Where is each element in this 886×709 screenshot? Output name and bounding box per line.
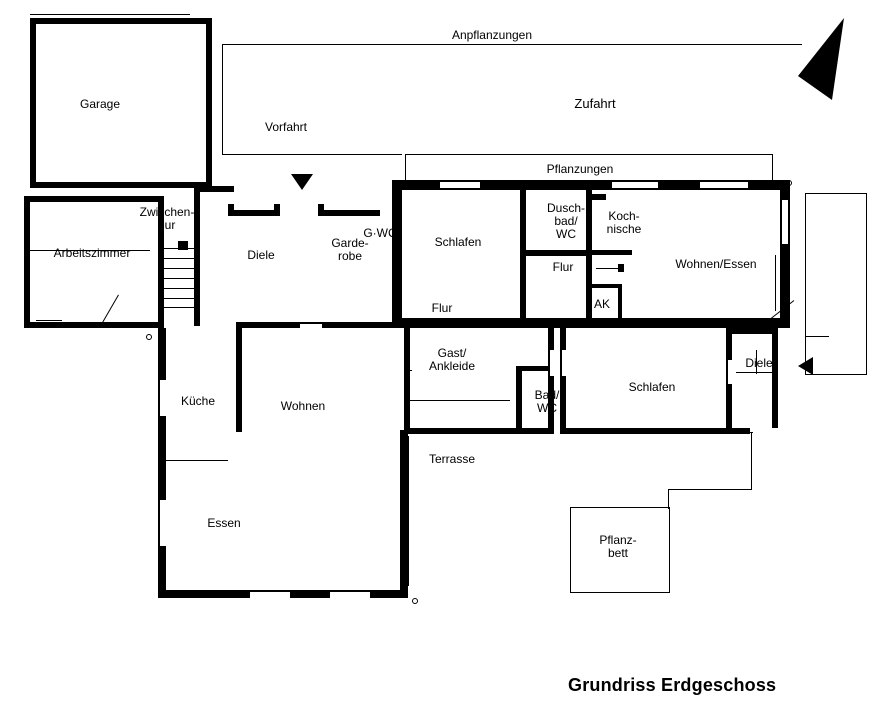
door-opening-schlafen2 [562, 350, 566, 376]
room-label-ak: AK [593, 297, 610, 311]
terrace-edge-top [668, 489, 752, 490]
window-right-1 [782, 200, 788, 244]
room-label-essen: Essen [207, 516, 241, 530]
site-label-anpflanzungen: Anpflanzungen [451, 28, 533, 42]
wall-schlafen2-bottom [560, 428, 750, 434]
wall-bad-top [516, 366, 554, 371]
site-boundary-vorfahrt-bottom [222, 154, 402, 155]
stair-direction-arrow-icon [178, 241, 188, 250]
room-label-diele-2: Diele [745, 356, 773, 370]
door-sill-arbeitszimmer [36, 320, 62, 321]
terrace-edge-right [751, 432, 752, 490]
kitchen-counter-line [166, 460, 228, 461]
wall-gast-right [548, 322, 554, 432]
wall-main-left [158, 328, 166, 598]
wall-diele-top-left [194, 186, 234, 192]
room-label-diele: Diele [247, 248, 275, 262]
wall-jamb-c [318, 204, 324, 216]
site-boundary-vorfahrt-left [222, 44, 223, 154]
door-opening-kueche [160, 380, 166, 416]
room-label-wohnen: Wohnen [280, 399, 326, 413]
wall-schlafen2-left [560, 322, 566, 434]
wall-terrasse-left [400, 430, 408, 598]
wall-left-wing-top [24, 196, 160, 202]
wall-diele-top-a [228, 210, 280, 216]
wall-diele-top-b [318, 210, 380, 216]
door-mark-flur [596, 268, 620, 269]
north-arrow-icon [790, 14, 850, 104]
room-label-arbeitszimmer: Arbeitszimmer [53, 246, 131, 260]
site-boundary-anpflanzungen [222, 44, 802, 45]
terrace-edge-left [668, 489, 669, 509]
room-label-terrasse: Terrasse [428, 452, 475, 466]
wall-gast-bottom [404, 428, 554, 434]
room-label-wohnen-essen: Wohnen/Essen [675, 257, 757, 271]
site-label-zufahrt: Zufahrt [574, 96, 616, 111]
window-top-1 [440, 182, 480, 188]
room-label-garage: Garage [79, 97, 121, 111]
gast-fixture-line [410, 400, 510, 401]
wall-left-wing-bottom [24, 322, 164, 328]
wall-diele2-top [726, 328, 778, 334]
wall-jamb-b [274, 204, 280, 216]
wall-node-marker-1 [146, 334, 152, 340]
wall-foot-line [172, 594, 226, 595]
wall-ak-top [586, 284, 622, 288]
site-boundary-top-left [30, 14, 190, 15]
wall-hatch-left [28, 200, 30, 324]
window-top-3 [700, 182, 748, 188]
wall-garage-right [206, 18, 212, 188]
room-label-schlafen-2: Schlafen [628, 380, 676, 394]
wall-node-marker-3 [786, 180, 792, 186]
room-label-flur-1: Flur [552, 260, 574, 274]
sliding-door-wohnen-essen [775, 255, 776, 311]
wall-diele2-right [772, 328, 778, 428]
room-label-duschbad-wc: Dusch- bad/ WC [546, 201, 585, 241]
wall-bad-left [516, 366, 522, 434]
wall-garage-bottom [30, 182, 212, 188]
wall-jamb-a [228, 204, 234, 216]
wall-corridor-bottom [324, 322, 554, 328]
window-left-essen [160, 500, 166, 546]
wall-ak-right [618, 284, 622, 328]
site-boundary-right-entry [805, 193, 867, 375]
wall-flur-left [520, 256, 526, 328]
wall-garage-left [30, 18, 36, 188]
door-arrow-flur-icon [618, 264, 624, 272]
wall-upper-block-left [392, 180, 402, 328]
wall-schlafen-right [520, 190, 526, 256]
wall-node-marker-2 [412, 598, 418, 604]
window-bottom-2 [330, 592, 370, 598]
wall-kueche-right [236, 322, 242, 432]
site-label-pflanzungen: Pflanzungen [546, 162, 614, 176]
site-line-right-mid [805, 336, 829, 337]
room-label-flur-2: Flur [431, 301, 453, 315]
room-label-kochnische: Koch- nische [606, 209, 642, 236]
wall-garage-top [30, 18, 212, 24]
wall-kochnische-bottom [592, 250, 632, 255]
door-opening-diele2 [728, 360, 732, 384]
site-label-pflanzbett: Pflanz- bett [599, 533, 637, 560]
door-opening-bad [550, 350, 554, 376]
room-label-garderobe: Garde- robe [331, 236, 369, 263]
room-label-zwischenflur: Zwischen- flur [139, 205, 195, 232]
page-title: Grundriss Erdgeschoss [568, 675, 777, 695]
room-label-gwc: G·WC [363, 226, 397, 240]
terrasse-inner-line [408, 436, 409, 586]
room-label-kueche: Küche [180, 394, 216, 408]
room-label-gast-ankleide: Gast/ Ankleide [428, 346, 476, 373]
window-top-2 [612, 182, 658, 188]
room-label-schlafen-1: Schlafen [434, 235, 482, 249]
entrance-arrow-side-icon [798, 357, 813, 375]
room-label-bad-wc: Bad/ WC [534, 388, 560, 415]
wall-gast-left [404, 326, 410, 434]
gast-door-mark [406, 370, 412, 371]
site-label-vorfahrt: Vorfahrt [264, 120, 308, 134]
door-opening-wohnen [300, 324, 322, 328]
wall-duschbad-bottom [520, 250, 586, 256]
window-bottom-1 [250, 592, 290, 598]
wall-kochnische-left-stub [586, 194, 606, 200]
entrance-arrow-main-icon [291, 174, 313, 190]
